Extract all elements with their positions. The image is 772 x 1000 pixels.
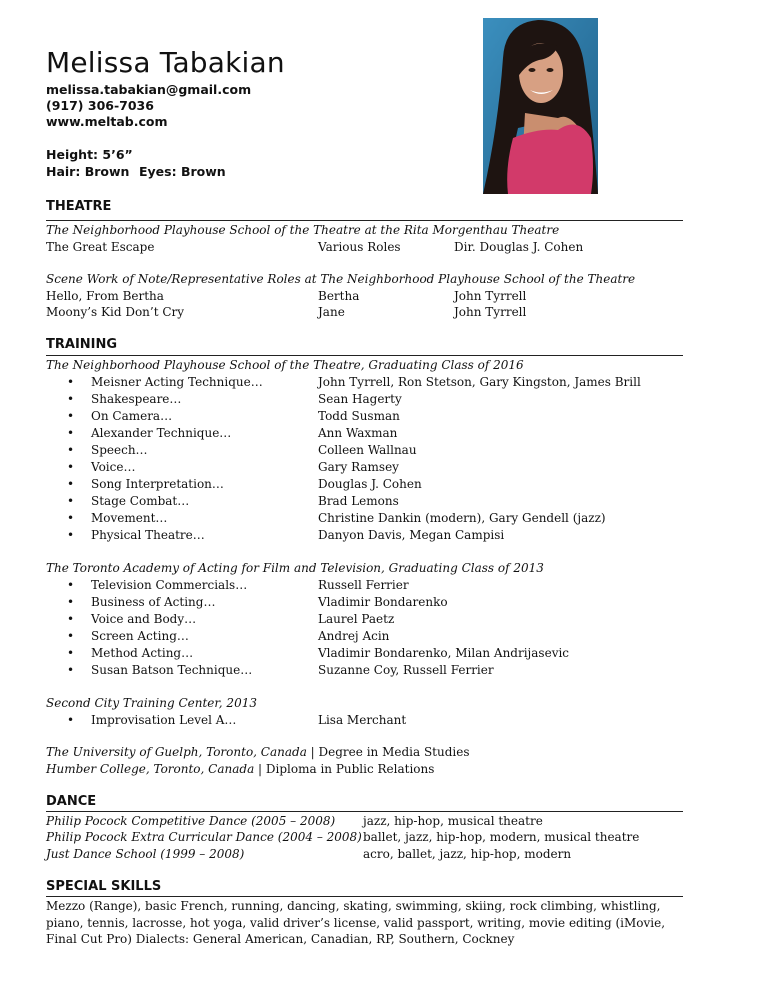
- training-teacher: Christine Dankin (modern), Gary Gendell (jazz): [318, 511, 606, 525]
- bullet: •: [67, 629, 75, 643]
- theatre-director: Dir. Douglas J. Cohen: [454, 240, 584, 254]
- training-teacher: Todd Susman: [318, 409, 400, 423]
- dance-school: Just Dance School (1999 – 2008): [46, 847, 245, 861]
- theatre-show: The Great Escape: [46, 240, 155, 254]
- email[interactable]: melissa.tabakian@gmail.com: [46, 82, 252, 97]
- eyes: Eyes: Brown: [139, 164, 226, 179]
- training-course: Business of Acting…: [91, 595, 216, 609]
- bullet: •: [67, 426, 75, 440]
- phone[interactable]: (917) 306-7036: [46, 98, 154, 113]
- training-course: Song Interpretation…: [91, 477, 224, 491]
- training-teacher: Vladimir Bondarenko: [318, 595, 448, 609]
- bullet: •: [67, 612, 75, 626]
- bullet: •: [67, 409, 75, 423]
- skills-rule: [46, 896, 683, 897]
- bullet: •: [67, 477, 75, 491]
- training-course: Stage Combat…: [91, 494, 190, 508]
- theatre-role: Jane: [318, 305, 345, 319]
- theatre-rule: [46, 220, 683, 221]
- theatre-role: Various Roles: [318, 240, 401, 254]
- training-teacher: Andrej Acin: [318, 629, 390, 643]
- training-teacher: Russell Ferrier: [318, 578, 409, 592]
- bullet: •: [67, 528, 75, 542]
- theatre-director: John Tyrrell: [454, 289, 527, 303]
- theatre-group2-heading: Scene Work of Note/Representative Roles at The Neighborhood Playhouse School of the Theatre: [46, 272, 636, 286]
- bullet: •: [67, 595, 75, 609]
- dance-styles: ballet, jazz, hip-hop, modern, musical theatre: [363, 830, 640, 844]
- bullet: •: [67, 392, 75, 406]
- training-course: Speech…: [91, 443, 148, 457]
- training-teacher: Danyon Davis, Megan Campisi: [318, 528, 505, 542]
- training-course: Alexander Technique…: [91, 426, 232, 440]
- dance-styles: acro, ballet, jazz, hip-hop, modern: [363, 847, 572, 861]
- training-course: Voice and Body…: [91, 612, 197, 626]
- hair: Hair: Brown: [46, 164, 130, 179]
- training-teacher: Sean Hagerty: [318, 392, 402, 406]
- dance-styles: jazz, hip-hop, musical theatre: [363, 814, 543, 828]
- dance-section-title: DANCE: [46, 794, 97, 809]
- training-school-3: Second City Training Center, 2013: [46, 696, 257, 710]
- bullet: •: [67, 460, 75, 474]
- bullet: •: [67, 375, 75, 389]
- bullet: •: [67, 578, 75, 592]
- training-teacher: Gary Ramsey: [318, 460, 399, 474]
- training-course: Physical Theatre…: [91, 528, 205, 542]
- education-school: The University of Guelph, Toronto, Canada: [46, 745, 307, 759]
- education-school: Humber College, Toronto, Canada: [46, 762, 255, 776]
- training-section-title: TRAINING: [46, 337, 118, 352]
- theatre-role: Bertha: [318, 289, 360, 303]
- training-course: Method Acting…: [91, 646, 194, 660]
- training-teacher: Brad Lemons: [318, 494, 399, 508]
- theatre-section-title: THEATRE: [46, 199, 112, 214]
- theatre-show: Hello, From Bertha: [46, 289, 164, 303]
- training-teacher: Lisa Merchant: [318, 713, 407, 727]
- training-course: Shakespeare…: [91, 392, 182, 406]
- theatre-show: Moony’s Kid Don’t Cry: [46, 305, 185, 319]
- training-course: Movement…: [91, 511, 168, 525]
- training-teacher: Ann Waxman: [318, 426, 398, 440]
- bullet: •: [67, 663, 75, 677]
- bullet: •: [67, 511, 75, 525]
- height: Height: 5’6”: [46, 147, 133, 162]
- theatre-group1-heading: The Neighborhood Playhouse School of the Theatre at the Rita Morgenthau Theatre: [46, 223, 560, 237]
- skills-section-title: SPECIAL SKILLS: [46, 879, 162, 894]
- bullet: •: [67, 646, 75, 660]
- training-course: Meisner Acting Technique…: [91, 375, 263, 389]
- training-course: Television Commercials…: [91, 578, 248, 592]
- training-course: Susan Batson Technique…: [91, 663, 253, 677]
- training-teacher: John Tyrrell, Ron Stetson, Gary Kingston, James Brill: [318, 375, 641, 389]
- training-course: Screen Acting…: [91, 629, 189, 643]
- education-line-2: [46, 762, 434, 776]
- bullet: •: [67, 443, 75, 457]
- training-teacher: Vladimir Bondarenko, Milan Andrijasevic: [318, 646, 570, 660]
- training-rule: [46, 355, 683, 356]
- education-degree: | Degree in Media Studies: [306, 745, 470, 759]
- dance-school: Philip Pocock Competitive Dance (2005 – 2008): [46, 814, 336, 828]
- training-teacher: Laurel Paetz: [318, 612, 395, 626]
- education-line-1: [46, 745, 470, 759]
- dance-rule: [46, 811, 683, 812]
- training-school-2: The Toronto Academy of Acting for Film and Television, Graduating Class of 2013: [46, 561, 544, 575]
- bullet: •: [67, 494, 75, 508]
- training-teacher: Douglas J. Cohen: [318, 477, 422, 491]
- training-teacher: Suzanne Coy, Russell Ferrier: [318, 663, 494, 677]
- training-course: On Camera…: [91, 409, 173, 423]
- bullet: •: [67, 713, 75, 727]
- actor-name: Melissa Tabakian: [46, 46, 285, 79]
- training-school-1: The Neighborhood Playhouse School of the Theatre, Graduating Class of 2016: [46, 358, 524, 372]
- website[interactable]: www.meltab.com: [46, 114, 168, 129]
- theatre-director: John Tyrrell: [454, 305, 527, 319]
- education-degree: | Diploma in Public Relations: [254, 762, 435, 776]
- training-course: Improvisation Level A…: [91, 713, 237, 727]
- training-course: Voice…: [91, 460, 136, 474]
- dance-school: Philip Pocock Extra Curricular Dance (2004 – 2008): [46, 830, 362, 844]
- headshot-photo: [483, 18, 598, 194]
- training-teacher: Colleen Wallnau: [318, 443, 417, 457]
- skills-text: Mezzo (Range), basic French, running, dancing, skating, swimming, skiing, rock climbing, whistling, piano, tennis, lacrosse, hot yoga, valid driver’s license, valid passport, writing, movie editing (iMovie, Final Cut Pro) Dialects: General American, Canadian, RP, Southern, Cockney: [46, 899, 666, 946]
